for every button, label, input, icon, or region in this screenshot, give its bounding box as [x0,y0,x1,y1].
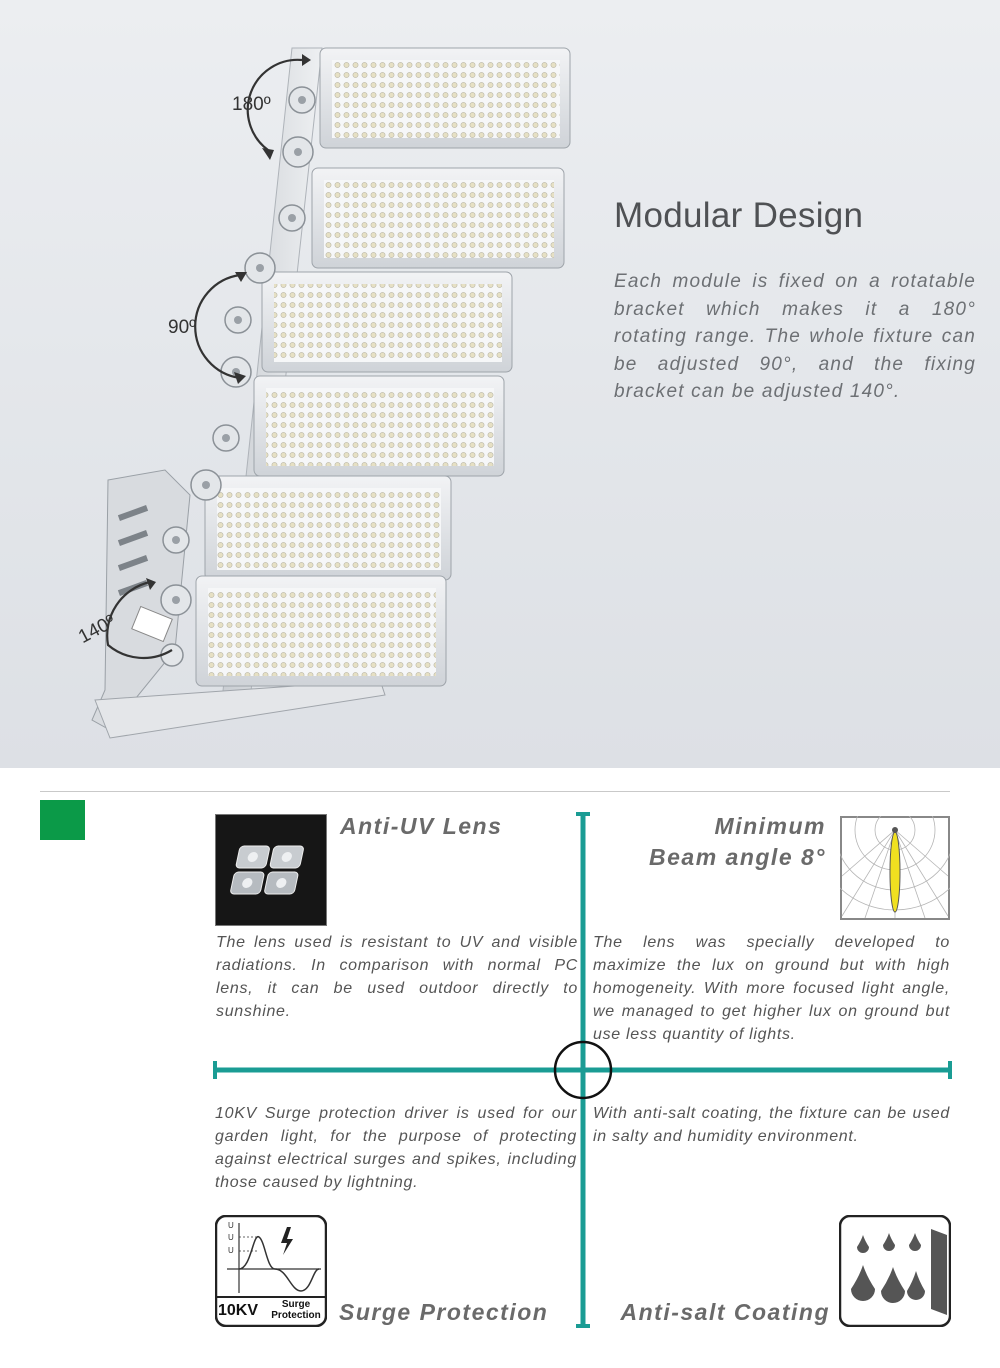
beam-angle-title-line2: Beam angle 8° [649,844,826,870]
led-module-1 [320,48,570,148]
surge-text: 10KV Surge protection driver is used for our garden light, for the purpose of protecting against electrical surges and spikes, including those caused by lightning. [215,1105,577,1191]
floodlight-fixture-image [0,0,600,768]
angle-label-180: 180º [232,94,271,115]
svg-text:U: U [228,1233,234,1242]
svg-text:U: U [228,1221,234,1230]
angle-label-90: 90º [168,317,197,338]
anti-uv-text: The lens used is resistant to UV and visible radiations. In comparison with normal PC lens, it can be used outdoor directly to sunshine. [216,934,578,1020]
surge-icon-kv: 10KV [218,1302,259,1319]
beam-angle-chart-icon [840,816,950,920]
surge-icon-line2: Protection [271,1310,321,1321]
beam-angle-title [600,811,826,873]
anti-salt-title: Anti-salt Coating [620,1299,830,1325]
beam-angle-title-line1: Minimum [714,813,826,839]
surge-protection-icon [215,1215,327,1327]
surge-icon-line1: Surge [281,1299,311,1310]
anti-uv-title: Anti-UV Lens [340,813,503,839]
svg-text:U: U [228,1246,234,1255]
hero-description: Each module is fixed on a rotatable bracket which makes it a 180° rotating range. The whole fixture can be adjusted 90°, and the fixing bracket can be adjusted 140°. [614,271,976,402]
brand-marker [40,800,85,840]
surge-icon-label [267,1299,325,1321]
angle-label-140: 140º [75,611,120,648]
beam-angle-text: The lens was specially developed to maximize the lux on ground but with high homogeneity. With more focused light angle, we managed to get higher lux on ground but use less quantity of lights. [593,934,950,1043]
anti-salt-text: With anti-salt coating, the fixture can be used in salty and humidity environment. [593,1105,950,1145]
lens-icon [215,814,327,926]
surge-title: Surge Protection [339,1299,549,1325]
hero-title: Modular Design [614,196,864,235]
anti-salt-icon [839,1215,951,1327]
section-divider [40,791,950,792]
